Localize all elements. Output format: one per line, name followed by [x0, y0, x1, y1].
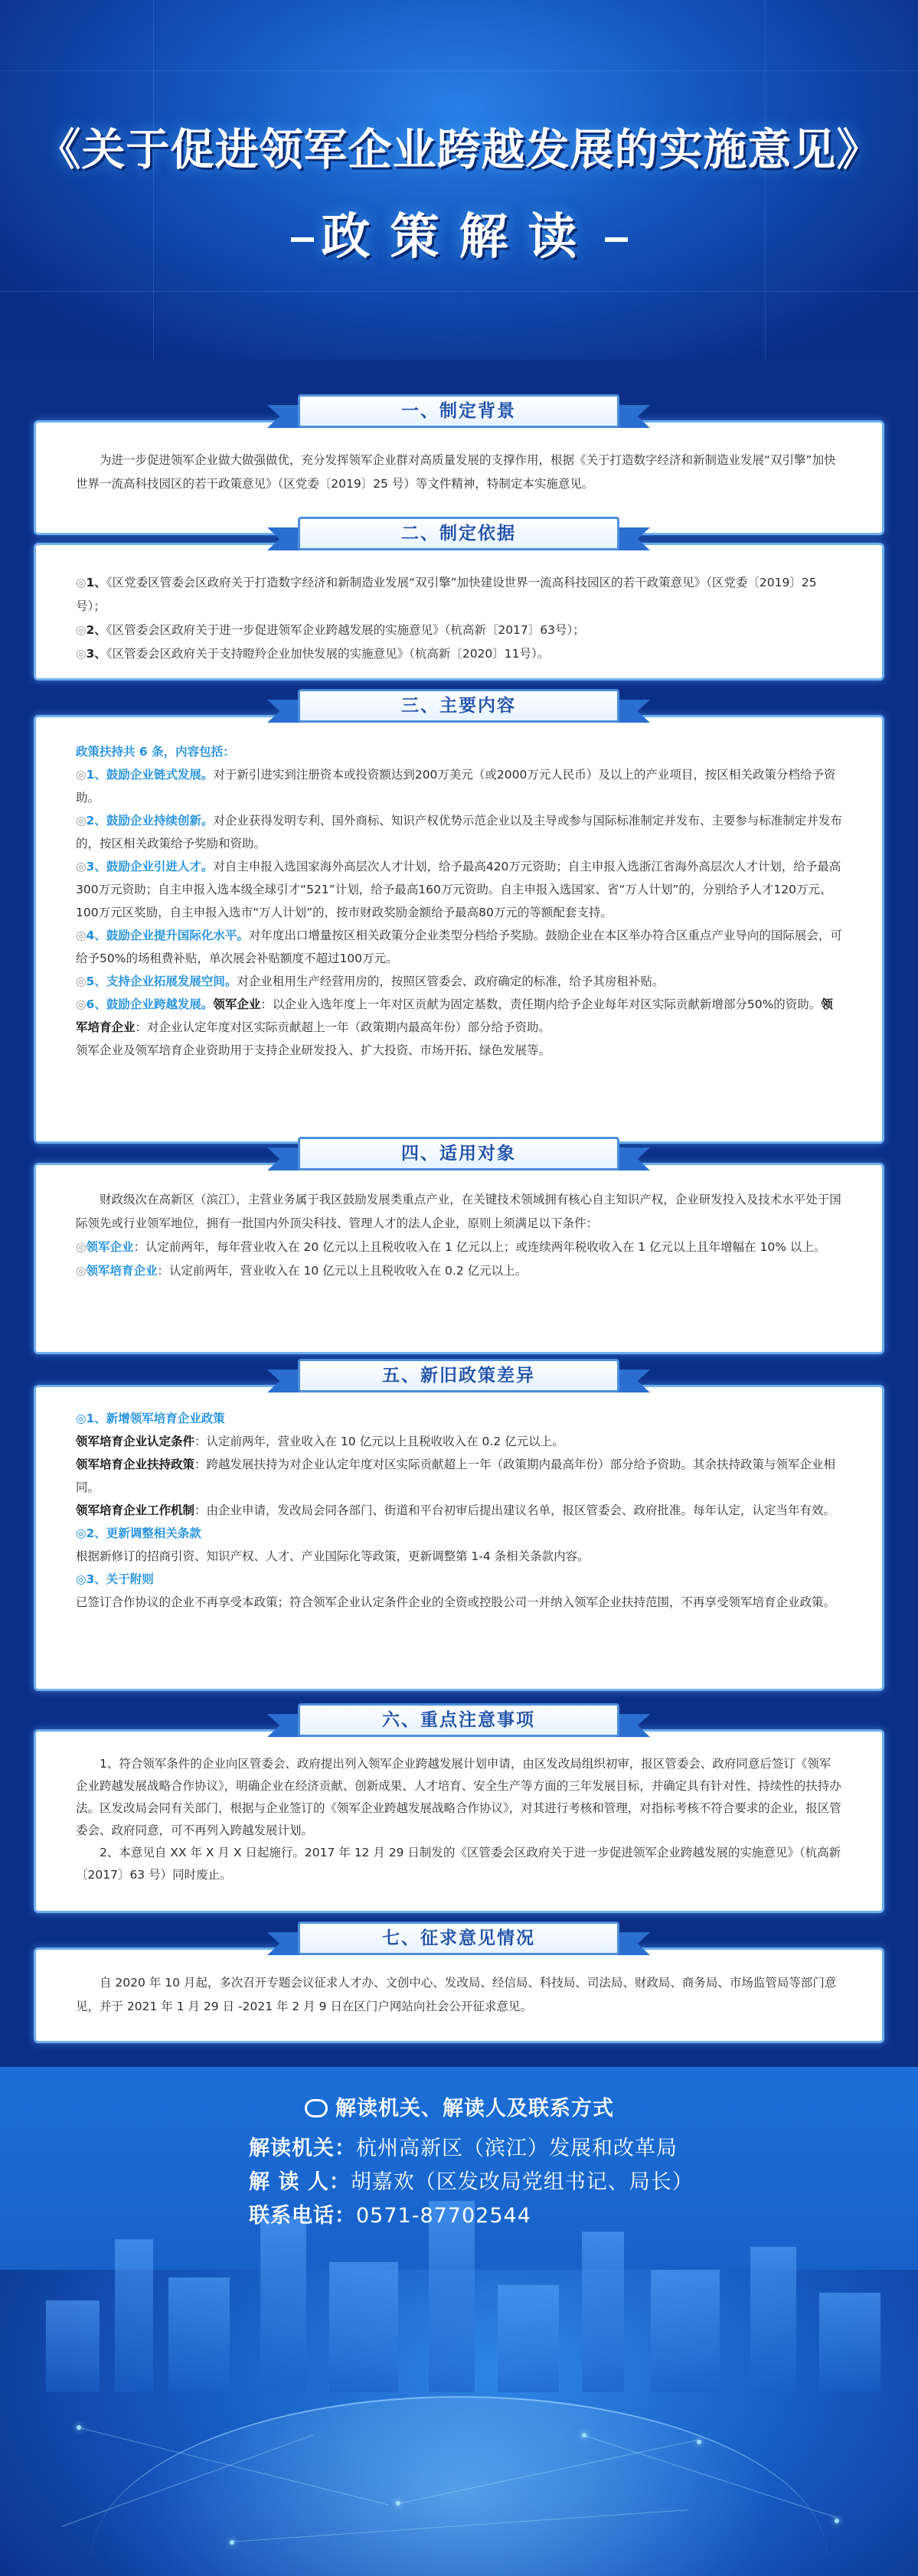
item-label: 5、支持企业拓展发展空间。: [86, 975, 237, 988]
skyline-building: [46, 2300, 100, 2392]
circle-bullet-icon: ◎: [76, 929, 87, 942]
paragraph: 为进一步促进领军企业做大做强做优，充分发挥领军企业群对高质量发展的支撑作用，根据《关于打造数字经济和新制造业发展“双引擎”加快世界一流高科技园区的若干政策意见》（区党委〔2019〕25 号）等文件精神，特制定本实施意见。: [76, 453, 836, 491]
contact-value: 杭州高新区（滨江）发展和改革局: [356, 2137, 678, 2160]
block-line: [76, 1499, 842, 1522]
block-line: [76, 1453, 842, 1499]
reference-text: 《区管委会区政府关于支持瞪羚企业加快发展的实施意见》（杭高新〔2020〕11号）。: [106, 647, 550, 661]
block-text: ：由企业申请，发改局会同各部门、街道和平台初审后提出建议名单，报区管委会、政府批准。每年认定，认定当年有效。: [194, 1503, 836, 1517]
network-node: [77, 2425, 81, 2430]
item-text: ：认定前两年，营业收入在 10 亿元以上且税收收入在 0.2 亿元以上。: [157, 1264, 528, 1278]
contact-row-person: [249, 2165, 694, 2195]
item-text: ：对企业认定年度对区实际贡献超上一年（政策期内最高年份）部分给予资助。: [135, 1020, 551, 1034]
item-label: 3、鼓励企业引进人才。: [86, 860, 214, 873]
page-subtitle: [0, 198, 918, 268]
section-panel: [34, 1163, 884, 1354]
skyline-building: [651, 2270, 720, 2392]
block-line: 根据新修订的招商引资、知识产权、人才、产业国际化等政策，更新调整第 1-4 条相关条款内容。: [76, 1549, 590, 1563]
section-panel: [34, 1385, 884, 1691]
reference-text: 《区管委会区政府关于进一步促进领军企业跨越发展的实施意见》（杭高新〔2017〕63号）；: [106, 623, 585, 637]
content-item: [76, 970, 842, 993]
item-label: 领军培育企业: [86, 1264, 158, 1278]
globe-graphic: [92, 2396, 827, 2576]
reference-item: [76, 571, 842, 619]
block-heading: ◎1、新增领军培育企业政策: [76, 1412, 225, 1425]
network-node: [582, 2433, 586, 2437]
reference-text: 《区党委区管委会区政府关于打造数字经济和新制造业发展“双引擎”加快建设世界一流高科技园区的若干政策意见》（区党委〔2019〕25号）；: [76, 576, 817, 613]
block-bold-term: 领军培育企业认定条件: [76, 1435, 195, 1448]
contact-value: 0571-87702544: [356, 2204, 531, 2228]
item-bold-term: 领军培育企业: [76, 997, 833, 1034]
block-text: ：认定前两年，营业收入在 10 亿元以上且税收收入在 0.2 亿元以上。: [194, 1435, 564, 1448]
reference-item: [76, 642, 842, 666]
section-panel: [34, 543, 884, 681]
item-text: ：以企业入选年度上一年对区贡献为固定基数，责任期内给予企业每年对区实际贡献新增部分50%的资助。: [260, 997, 822, 1011]
section-ribbon: [267, 1921, 650, 1964]
network-node: [396, 2501, 400, 2506]
reference-number: 2、: [86, 623, 106, 637]
block-bold-term: 领军培育企业扶持政策: [76, 1458, 195, 1471]
title-deco-left: [291, 237, 314, 242]
circle-bullet-icon: ◎: [76, 623, 87, 637]
block-bold-term: 领军培育企业工作机制: [76, 1503, 195, 1517]
section-ribbon: [267, 394, 650, 437]
paragraph: 1、符合领军条件的企业向区管委会、政府提出列入领军企业跨越发展计划申请，由区发改局组织初审，报区管委会、政府同意后签订《领军企业跨越发展战略合作协议》，明确企业在经济贡献、创新成果、人才培育、安全生产等方面的三年发展目标，并确定具有针对性、持续性的扶持办法。区发改局会同有关部门，根据与企业签订的《领军企业跨越发展战略合作协议》，对其进行考核和管理，对指标考核不符合要求的企业，报区管委会、政府同意，可不再列入跨越发展计划。: [76, 1757, 841, 1837]
reference-item: [76, 619, 842, 642]
skyline-building: [115, 2239, 153, 2392]
reference-number: 3、: [86, 647, 106, 661]
section-heading: 六、重点注意事项: [298, 1703, 619, 1737]
block-heading: ◎3、关于附则: [76, 1572, 154, 1586]
eligibility-item: [76, 1259, 842, 1283]
circle-bullet-icon: ◎: [76, 975, 87, 988]
content-closing: 领军企业及领军培育企业资助用于支持企业研发投入、扩大投资、市场开拓、绿色发展等。: [76, 1043, 551, 1057]
skyline-building: [168, 2277, 230, 2392]
section-ribbon: [267, 1359, 650, 1402]
item-text: 对自主申报入选国家海外高层次人才计划，给予最高420万元资助；自主申报入选浙江省海外高层次人才计划，给予最高300万元资助；自主申报入选本级全球引才“521”计划，给予最高160万元资助。自主申报入选国家、省“万人计划”的，分别给予人才120万元、100万元区奖励，自主申报入选市“万人计划”的，按市财政奖励金额给予最高80万元的等额配套支持。: [76, 860, 841, 919]
page-subtitle-text: 政策解读: [321, 209, 597, 266]
section-heading: 二、制定依据: [298, 517, 619, 550]
section-heading: 七、征求意见情况: [298, 1921, 619, 1955]
contact-label: 联系电话：: [249, 2204, 356, 2228]
section-ribbon: [267, 517, 650, 560]
contact-footer: [0, 2067, 918, 2576]
network-node: [230, 2540, 234, 2545]
contact-row-agency: [249, 2131, 678, 2161]
section-heading: 一、制定背景: [298, 394, 619, 428]
hero-banner: [0, 0, 918, 360]
item-text: ：认定前两年，每年营业收入在 20 亿元以上且税收收入在 1 亿元以上；或连续两年税收收入在 1 亿元以上且年增幅在 10% 以上。: [133, 1240, 826, 1254]
block-line: 已签订合作协议的企业不再享受本政策；符合领军企业认定条件企业的全资或控股公司一并纳入领军企业扶持范围，不再享受领军培育企业政策。: [76, 1595, 836, 1609]
content-item: [76, 763, 842, 809]
item-text: 对企业获得发明专利、国外商标、知识产权优势示范企业以及主导或参与国际标准制定并发布、主要参与标准制定并发布的，按区相关政策给予奖励和资助。: [76, 814, 842, 851]
paragraph: 自 2020 年 10 月起，多次召开专题会议征求人才办、文创中心、发改局、经信局、科技局、司法局、财政局、商务局、市场监管局等部门意见，并于 2021 年 1 月 29 日 -2021 年 2 月 9 日在区门户网站向社会公开征求意见。: [76, 1976, 837, 2013]
content-intro: 政策扶持共 6 条，内容包括：: [76, 745, 235, 759]
circle-bullet-icon: ◎: [76, 647, 87, 661]
skyline-building: [429, 2201, 475, 2392]
skyline-building: [260, 2216, 306, 2392]
contact-label: 解 读 人：: [249, 2170, 351, 2194]
contact-value: 胡嘉欢（区发改局党组书记、局长）: [350, 2170, 694, 2194]
skyline-building: [819, 2293, 880, 2392]
circle-bullet-icon: ◎: [76, 1264, 87, 1278]
item-label: 6、鼓励企业跨越发展。: [86, 997, 214, 1011]
section-ribbon: [267, 689, 650, 732]
item-text: 对年度出口增量按区相关政策分企业类型分档给予奖励。鼓励企业在本区举办符合区重点产业导向的国际展会，可给予50%的场租费补贴，单次展会补贴额度不超过100万元。: [76, 929, 842, 965]
circle-bullet-icon: ◎: [76, 860, 87, 873]
item-bold-term: 领军企业: [213, 997, 261, 1011]
section-ribbon: [267, 1703, 650, 1746]
skyline-building: [750, 2247, 796, 2392]
skyline-building: [329, 2262, 398, 2392]
content-item: [76, 924, 842, 970]
circle-bullet-icon: ◎: [76, 814, 87, 828]
page-title: 《关于促进领军企业跨越发展的实施意见》: [37, 125, 881, 175]
section-ribbon: [267, 1137, 650, 1180]
circle-bullet-icon: ◎: [76, 768, 87, 782]
contact-row-phone: [249, 2199, 531, 2228]
content-item: [76, 809, 842, 855]
chat-bubble-icon: [305, 2099, 328, 2117]
content-item: [76, 993, 842, 1039]
skyline-building: [498, 2285, 559, 2392]
item-label: 4、鼓励企业提升国际化水平。: [86, 929, 249, 942]
block-line: [76, 1430, 842, 1453]
eligibility-item: [76, 1236, 842, 1259]
item-label: 1、鼓励企业链式发展。: [86, 768, 214, 782]
block-text: ：跨越发展扶持为对企业认定年度对区实际贡献超上一年（政策期内最高年份）部分给予资助。其余扶持政策与领军企业相同。: [76, 1458, 836, 1494]
contact-label: 解读机关：: [249, 2137, 356, 2160]
item-label: 领军企业: [86, 1240, 134, 1254]
item-text: 对企业租用生产经营用房的，按照区管委会、政府确定的标准，给予其房租补贴。: [237, 975, 665, 988]
block-heading: ◎2、更新调整相关条款: [76, 1526, 201, 1540]
content-item: [76, 855, 842, 924]
network-node: [697, 2440, 701, 2444]
contact-heading-text: 解读机关、解读人及联系方式: [335, 2097, 614, 2121]
circle-bullet-icon: ◎: [76, 576, 87, 589]
circle-bullet-icon: ◎: [76, 997, 87, 1011]
item-text: 对于新引进实到注册资本或投资额达到200万美元（或2000万元人民币）及以上的产业项目，按区相关政策分档给予资助。: [76, 768, 836, 805]
section-panel: [34, 1729, 884, 1913]
section-heading: 四、适用对象: [298, 1137, 619, 1170]
network-node: [835, 2519, 839, 2523]
section-heading: 五、新旧政策差异: [298, 1359, 619, 1392]
section-panel: [34, 715, 884, 1144]
section-heading: 三、主要内容: [298, 689, 619, 723]
item-label: 2、鼓励企业持续创新。: [86, 814, 214, 828]
circle-bullet-icon: ◎: [76, 1240, 87, 1254]
reference-number: 1、: [86, 576, 106, 589]
paragraph: 财政级次在高新区（滨江），主营业务属于我区鼓励发展类重点产业，在关键技术领域拥有核心自主知识产权，企业研发投入及技术水平处于国际领先或行业领军地位，拥有一批国内外顶尖科技、管理人才的法人企业，原则上须满足以下条件：: [76, 1193, 841, 1230]
title-deco-right: [605, 237, 628, 242]
paragraph: 2、本意见自 XX 年 X 月 X 日起施行。2017 年 12 月 29 日制发的《区管委会区政府关于进一步促进领军企业跨越发展的实施意见》（杭高新〔2017〕63 号）同时废止。: [76, 1846, 841, 1882]
contact-heading: [305, 2091, 614, 2121]
skyline-building: [582, 2232, 624, 2392]
